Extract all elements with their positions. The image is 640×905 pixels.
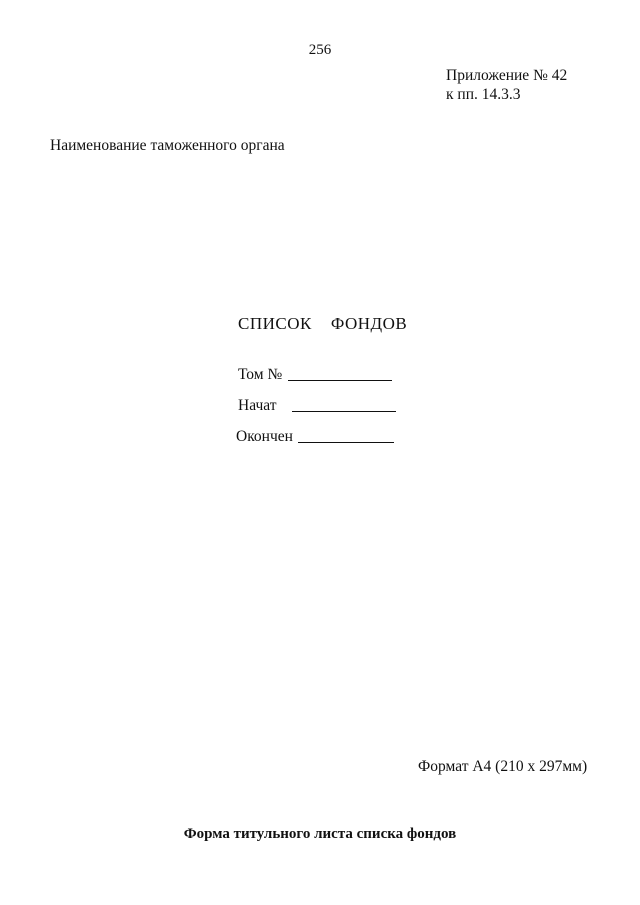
volume-blank-line: [288, 366, 392, 381]
customs-authority-label: Наименование таможенного органа: [50, 137, 285, 154]
title-word-funds: ФОНДОВ: [330, 314, 408, 333]
volume-field: [238, 366, 392, 384]
appendix-reference: [446, 66, 567, 104]
started-label: Начат: [238, 397, 277, 414]
finished-label: Окончен: [236, 428, 293, 445]
appendix-number: Приложение № 42: [446, 67, 568, 84]
form-caption: Форма титульного листа списка фондов: [183, 826, 457, 842]
volume-label: Том №: [238, 366, 283, 383]
page-number: 256: [308, 42, 332, 58]
started-blank-line: [292, 397, 396, 412]
started-field: [238, 397, 396, 415]
finished-field: [236, 428, 394, 446]
format-note: Формат А4 (210 х 297мм): [418, 758, 588, 775]
title-word-list: СПИСОК: [238, 314, 312, 333]
document-title: [238, 314, 407, 334]
appendix-clause: к пп. 14.3.3: [446, 86, 521, 103]
finished-blank-line: [298, 428, 394, 443]
